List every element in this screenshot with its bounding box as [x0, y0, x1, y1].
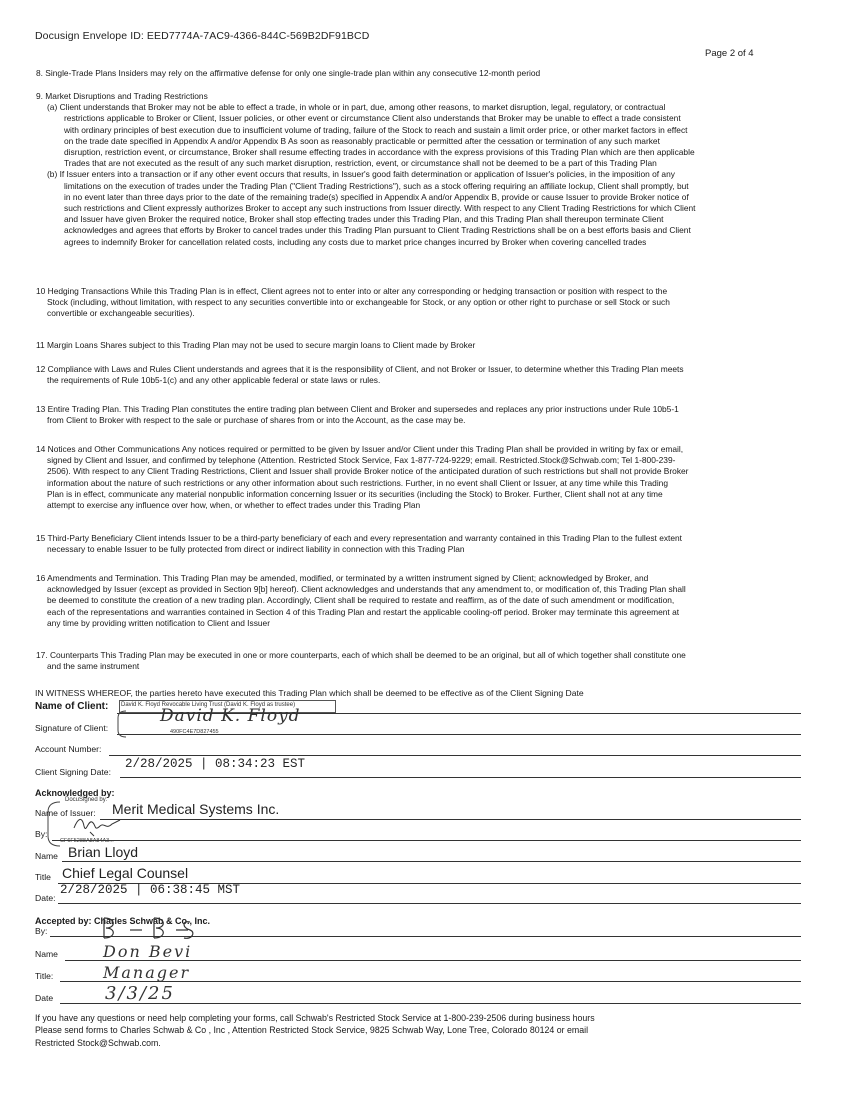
section-10-line: 10 Hedging Transactions While this Trading Plan is in effect, Client agrees not to enter into or alter any corresponding or hedging transaction or position with respect to the — [36, 286, 668, 296]
issuer-title-value[interactable]: Chief Legal Counsel — [62, 865, 189, 881]
section-16-line: each of the representations and warranties contained in Section 4 of this Trading Plan and restart the applicable cooling-off period. Broker may terminate this agreement at — [47, 606, 680, 617]
section-11-text: 11 Margin Loans Shares subject to this Trading Plan may not be used to secure margin loans to Client made by Broker — [36, 340, 476, 350]
issuer-person-name[interactable]: Brian Lloyd — [68, 844, 139, 860]
section-10-line: Stock (including, without limitation, with respect to any securities convertible into or exchangeable for Stock, or any option or other right to purchase or sell Stock or such — [47, 297, 670, 308]
section-9a-line: disruption, restriction event, or circumstance, Broker shall resume effecting trades in accordance with the express provisions of this Trading Plan which are then applicable — [64, 147, 695, 158]
footer-line: Restricted Stock@Schwab.com. — [35, 1037, 161, 1048]
broker-name-handwritten[interactable]: Don Bevi — [103, 942, 193, 961]
acknowledged-heading: Acknowledged by: — [35, 788, 115, 798]
client-signature-bracket — [112, 710, 132, 738]
section-11 — [36, 340, 811, 351]
issuer-date-label: Date: — [35, 893, 56, 903]
account-number-line — [109, 755, 801, 756]
section-16 — [36, 573, 811, 629]
section-9a-line: Trades that are not executed as the result of any such market disruption, restriction, event, or circumstance shall not be deemed to be a part of this Trading Plan — [64, 158, 657, 169]
client-signature-line — [117, 734, 801, 735]
issuer-docusigned-by: DocuSigned by: — [65, 797, 108, 803]
client-signature[interactable]: David K. Floyd — [160, 706, 301, 726]
section-14-line: 2506). With respect to any Client Trading Restrictions, Client and Issuer shall provide Broker notice of the anticipated duration of such restrictions but shall not provide Broker — [47, 466, 689, 477]
footer — [35, 1012, 735, 1049]
envelope-id: Docusign Envelope ID: EED7774A-7AC9-4366-844C-569B2DF91BCD — [35, 30, 370, 42]
issuer-date-line — [58, 903, 801, 904]
client-name-value: David K. Floyd Revocable Living Trust (David K. Floyd as trustee) — [121, 702, 296, 708]
page-number: Page 2 of 4 — [705, 48, 754, 59]
section-16-line: be deemed to constitute the creation of a new trading plan. Accordingly, Client shall be required to restate and reaffirm, as of the date of such amendment or modification, — [47, 595, 675, 606]
section-10 — [36, 286, 811, 320]
section-14-line: attempt to exercise any influence over how, when, or whether to effect trades under this Trading Plan — [47, 500, 421, 511]
section-17 — [36, 650, 811, 672]
section-16-line: acknowledged by Issuer (except as provided in Section 9[b] hereof). Client acknowledges and understands that any amendment to, or modification of, this Trading Plan shall — [47, 584, 686, 595]
issuer-title-label: Title — [35, 872, 51, 882]
section-8 — [36, 68, 811, 79]
issuer-person-name-line — [62, 861, 801, 862]
client-signature-id: 490FC4E7D827455 — [170, 729, 219, 735]
section-9a-line: with ordinary principles of best execution due to insufficient volume of trading, failure of the Stock to reach and sustain a limit order price, or other market factors in effect — [64, 124, 688, 135]
section-9b-line: agrees to indemnify Broker for cancellation related costs, including any costs due to market price changes incurred by Broker when covering cancelled trades — [64, 236, 647, 247]
client-date-line — [120, 777, 801, 778]
section-9b-line: (b) If Issuer enters into a transaction or if any other event occurs that results, in Issuer's good faith determination or application of Issuer's policies, in the imposition of any — [47, 169, 675, 180]
section-13-line: 13 Entire Trading Plan. This Trading Plan constitutes the entire trading plan between Client and Broker and supersedes and replaces any prior instructions under Rule 10b5-1 — [36, 404, 679, 414]
issuer-by-line — [52, 840, 801, 841]
footer-line: Please send forms to Charles Schwab & Co , Inc , Attention Restricted Stock Service, 9825 Schwab Way, Lone Tree, Colorado 80124 or email — [35, 1025, 589, 1036]
section-17-line: and the same instrument — [47, 661, 140, 672]
issuer-signature[interactable] — [70, 812, 130, 838]
section-12-line: the requirements of Rule 10b5-1(c) and any other applicable federal or state laws or rules. — [47, 375, 381, 386]
witness-clause: IN WITNESS WHEREOF, the parties hereto have executed this Trading Plan which shall be deemed to be effective as of the Client Signing Date — [35, 688, 584, 698]
section-16-line: any time by providing written notification to Client and Issuer — [47, 617, 270, 628]
broker-title-handwritten[interactable]: Manager — [103, 963, 191, 982]
section-14-line: signed by Client and Issuer, and confirmed by telephone (Attention. Restricted Stock Service, Fax 1-877-724-9229; email. Restricted.Stock@Schwab.com; Tel 1-800-239- — [47, 455, 676, 466]
section-12 — [36, 364, 811, 386]
issuer-name-value[interactable]: Merit Medical Systems Inc. — [112, 801, 280, 817]
client-date-label: Client Signing Date: — [35, 767, 111, 777]
broker-date-handwritten[interactable]: 3/3/25 — [105, 983, 175, 1004]
issuer-name-line — [100, 819, 801, 820]
issuer-date-value[interactable]: 2/28/2025 | 06:38:45 MST — [60, 883, 241, 897]
accepted-heading: Accepted by: Charles Schwab & Co., Inc. — [35, 916, 211, 926]
client-name-label: Name of Client: — [35, 701, 109, 712]
section-16-line: 16 Amendments and Termination. This Trading Plan may be amended, modified, or terminated by a written instrument signed by Client; acknowledged by Broker, and — [36, 573, 649, 583]
broker-signature[interactable] — [98, 912, 208, 944]
issuer-person-name-label: Name — [35, 851, 58, 861]
broker-by-label: By: — [35, 926, 48, 936]
client-signing-date[interactable]: 2/28/2025 | 08:34:23 EST — [125, 757, 306, 771]
section-9a-line: (a) Client understands that Broker may not be able to effect a trade, in whole or in part, due, among other reasons, to market disruption, legal, regulatory, or contractual — [47, 102, 666, 113]
section-9b-line: and Issuer have given Broker the required notice, Broker shall stop effecting trades under this Trading Plan, and this Trading Plan shall thereupon terminate Client — [64, 214, 664, 225]
section-13-line: from Client to Broker with respect to the sale or purchase of shares from or into the Account, as the case may be. — [47, 415, 466, 426]
section-8-text: 8. Single-Trade Plans Insiders may rely on the affirmative defense for only one single-trade plan within any consecutive 12-month period — [36, 68, 541, 78]
footer-line: If you have any questions or need help completing your forms, call Schwab's Restricted Stock Service at 1-800-239-2506 during business hours — [35, 1013, 595, 1023]
section-9b-line: acknowledges and agrees that efforts by Broker to cancel trades under this Trading Plan pursuant to Client Trading Restrictions shall be on a best efforts basis and Client — [64, 225, 691, 236]
section-15 — [36, 533, 811, 555]
section-9-title: 9. Market Disruptions and Trading Restrictions — [36, 91, 208, 101]
section-15-line: necessary to enable Issuer to be fully protected from direct or indirect liability in connection with this Trading Plan — [47, 544, 465, 555]
broker-title-label: Title: — [35, 971, 54, 981]
section-9b-line: such restrictions and Client expressly authorizes Broker to accept any such instructions from Issuer directly. With respect to any Client Trading Restrictions for which Client — [64, 203, 696, 214]
section-14-line: 14 Notices and Other Communications Any notices required or permitted to be given by Issuer and/or Client under this Trading Plan shall be provided in writing by fax or email, — [36, 444, 684, 454]
section-10-line: convertible or exchangeable securities). — [47, 308, 195, 319]
section-9b-line: in no event later than three days prior to the date of the remaining trade(s) specified in Appendix A and/or Appendix B, provide or cause Issuer to provide Broker notice of — [64, 191, 689, 202]
section-9a-line: restrictions applicable to Broker or Client, Issuer policies, or other event or circumstance Client also understands that Broker may be unable to effect a trade consistent — [64, 113, 681, 124]
section-9b-line: limitations on the execution of trades under the Trading Plan ("Client Trading Restrictions"), such as a stock offering requiring an affiliate lockup, Client shall promptly, but — [64, 180, 689, 191]
section-17-line: 17. Counterparts This Trading Plan may be executed in one or more counterparts, each of which shall be deemed to be an original, but all of which together shall constitute one — [36, 650, 686, 660]
section-13 — [36, 404, 811, 426]
client-signature-label: Signature of Client: — [35, 723, 109, 733]
account-number-label: Account Number: — [35, 744, 102, 754]
broker-date-label: Date — [35, 993, 54, 1003]
section-14 — [36, 444, 811, 511]
section-15-line: 15 Third-Party Beneficiary Client intends Issuer to be a third-party beneficiary of each and every representation and warranty contained in this Trading Plan to the fullest extent — [36, 533, 683, 543]
section-14-line: information about the nature of such restrictions or any other information about such restrictions. Further, in no event shall Client or Issuer, at any time while this Trading — [47, 477, 668, 488]
issuer-by-label: By: — [35, 829, 48, 839]
section-12-line: 12 Compliance with Laws and Rules Client understands and agrees that it is the responsibility of Client, and not Broker or Issuer, to determine whether this Trading Plan meets — [36, 364, 684, 374]
section-14-line: Plan is in effect, communicate any material nonpublic information concerning Issuer or its securities (including the Stock) to Broker. Further, Client shall not at any time — [47, 488, 663, 499]
issuer-name-label: Name of Issuer: — [35, 808, 96, 818]
section-9a-line: on the trade date specified in Appendix A and/or Appendix B As soon as reasonably practicable or permitted after the cessation or termination of any such market — [64, 135, 660, 146]
issuer-signature-id: CF6F5288A8A84A3... — [60, 838, 114, 844]
section-9 — [36, 91, 811, 248]
broker-name-label: Name — [35, 949, 58, 959]
